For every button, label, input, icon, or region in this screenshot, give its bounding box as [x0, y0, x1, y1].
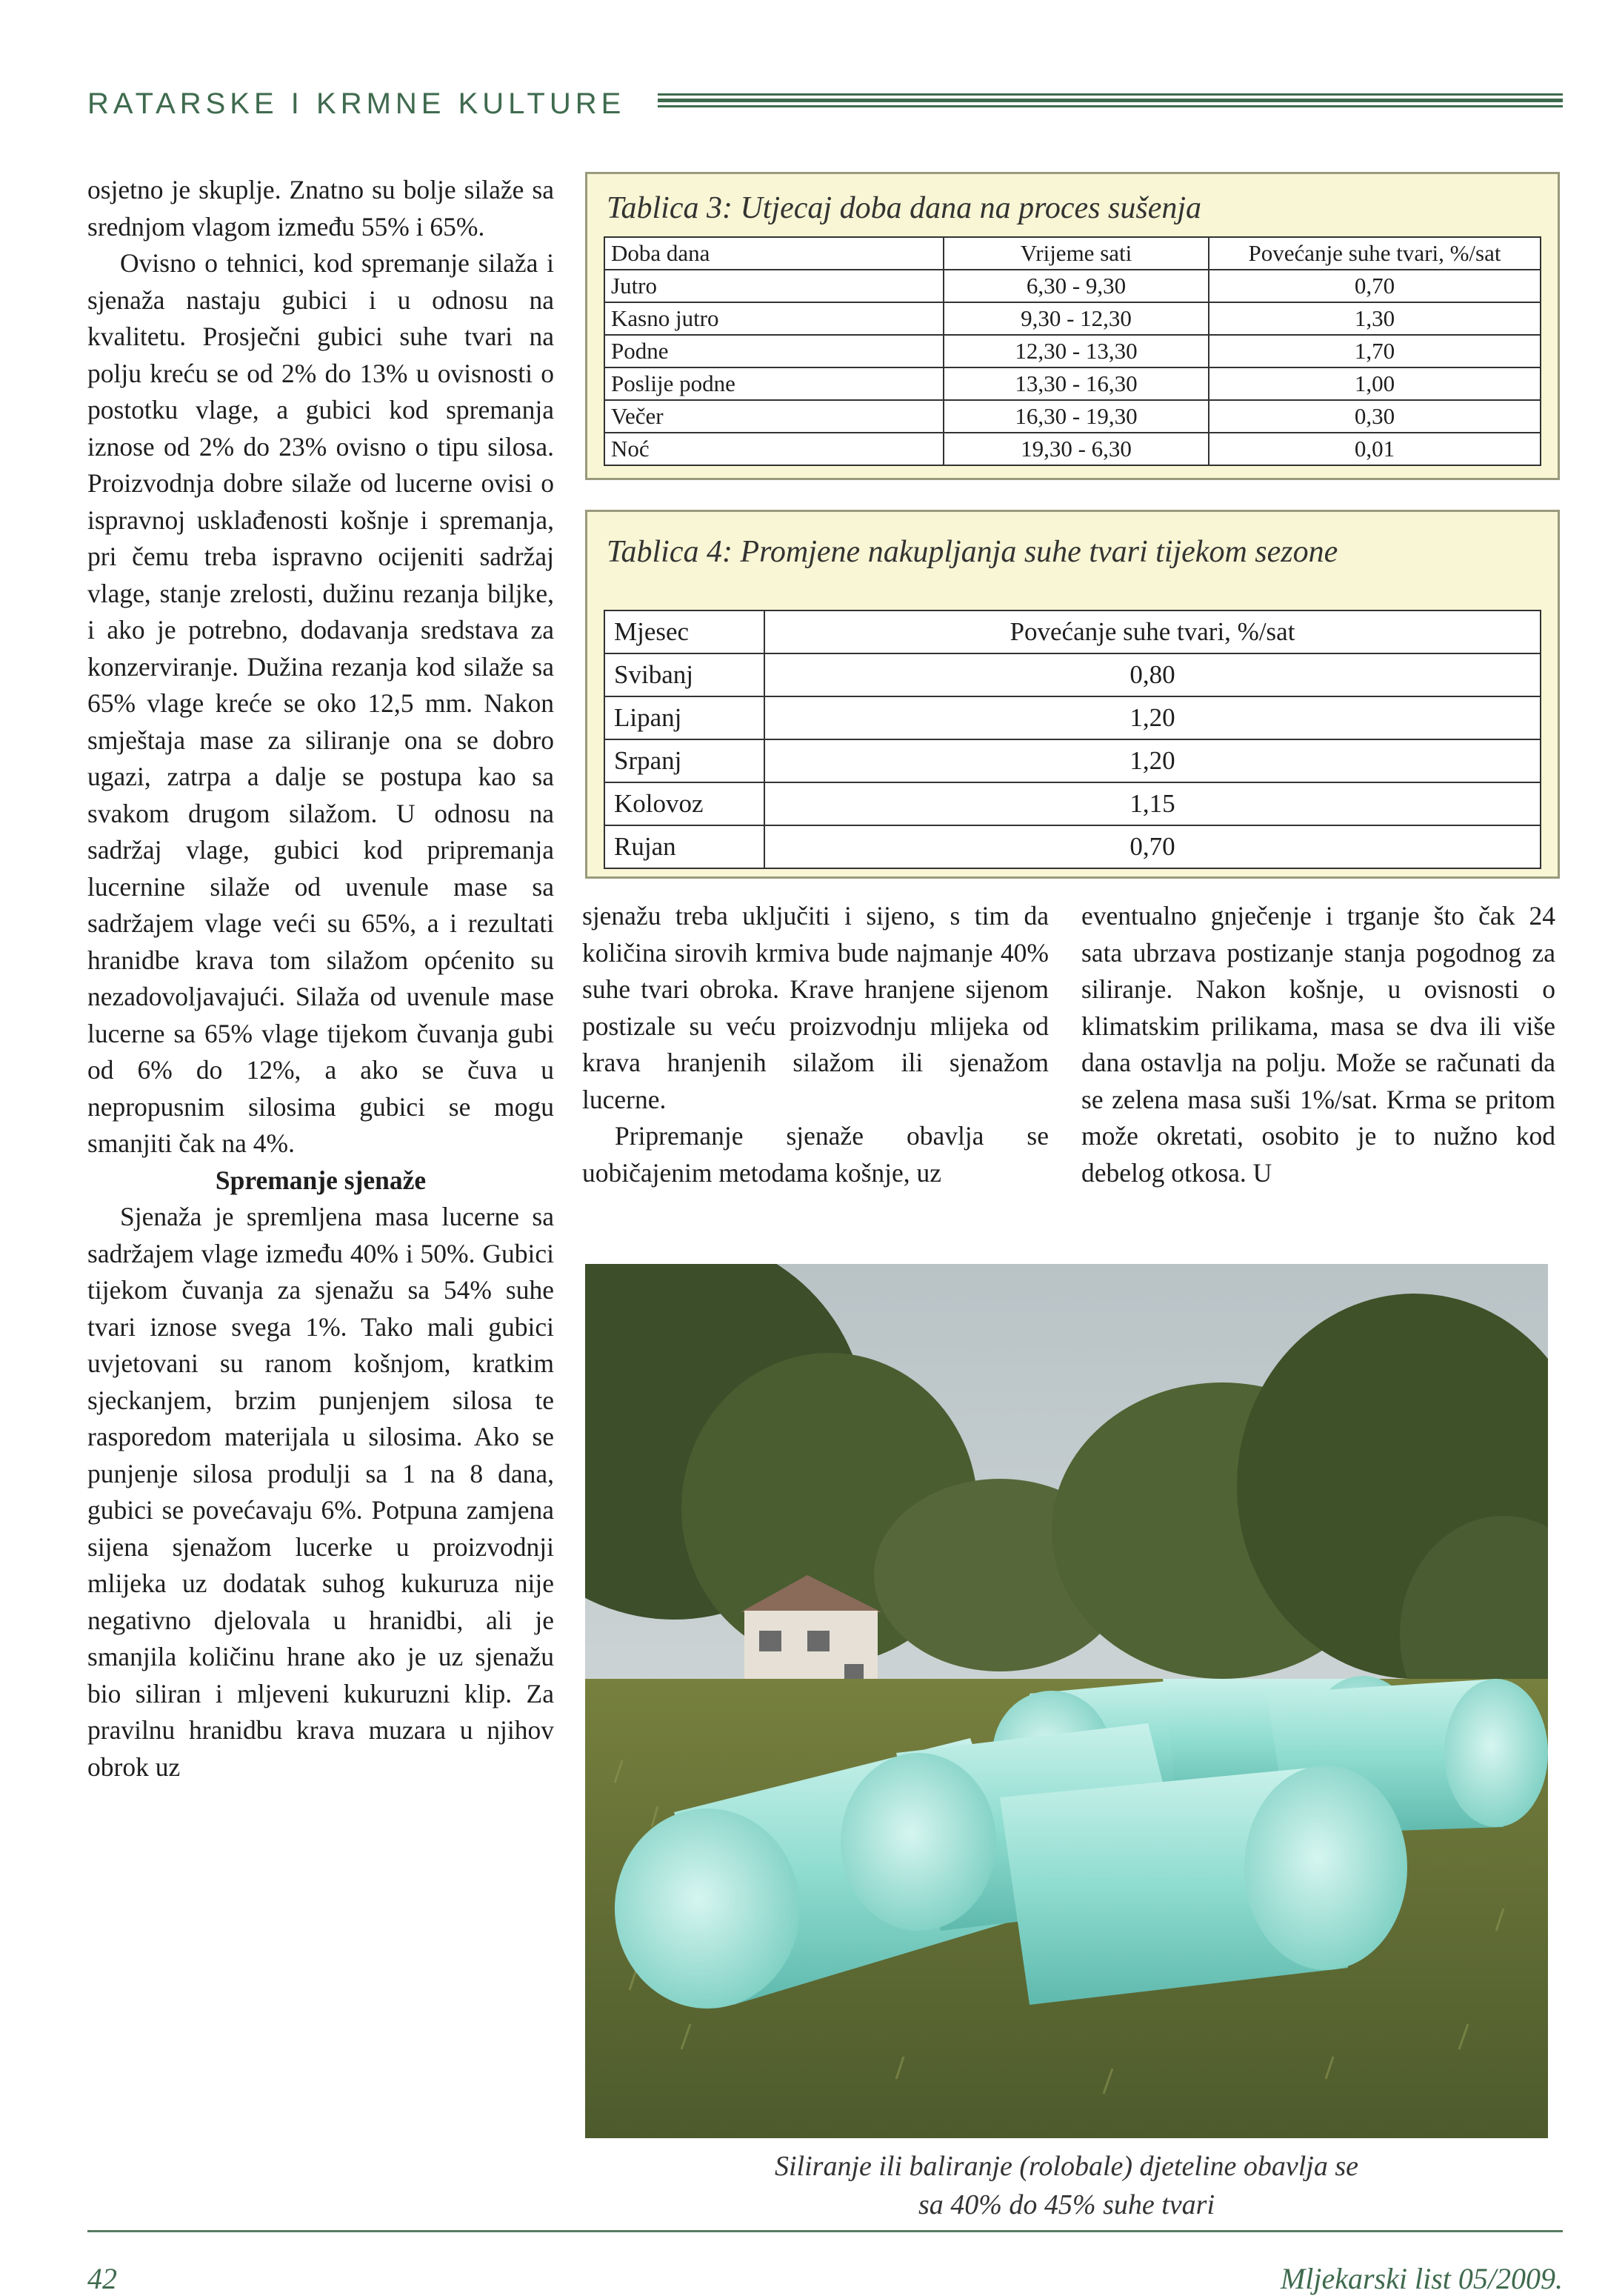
text-column-left	[87, 172, 554, 1786]
table-row	[604, 302, 1541, 335]
cell: 6,30 - 9,30	[944, 270, 1209, 302]
cell: Noć	[604, 433, 944, 465]
paragraph: eventualno gnječenje i trganje što čak 24 sata ubrzava postizanje stanja pogodnog za siliranje. Nakon košnje, u ovisnosti o klimatskim prilikama, masa se dva ili više dana ostavlja na polju. Može se računati da se zelena masa suši 1%/sat. Krma se pritom može okretati, osobito je to nužno kod debelog otkosa. U	[1081, 901, 1555, 1188]
page-number: 42	[87, 2262, 117, 2295]
column-header: Povećanje suhe tvari, %/sat	[764, 610, 1541, 653]
cell: 13,30 - 16,30	[944, 367, 1209, 400]
table-caption: Tablica 4: Promjene nakupljanja suhe tvari tijekom sezone	[607, 535, 1338, 569]
bales-illustration	[585, 1264, 1548, 2138]
cell: Svibanj	[604, 653, 764, 696]
table-row	[604, 367, 1541, 400]
text-column-middle	[582, 898, 1049, 1191]
cell: Lipanj	[604, 696, 764, 739]
cell: 1,00	[1209, 367, 1541, 400]
header-rules	[658, 93, 1563, 110]
cell: Jutro	[604, 270, 944, 302]
cell: 1,70	[1209, 335, 1541, 367]
column-header: Povećanje suhe tvari, %/sat	[1209, 237, 1541, 270]
paragraph: osjetno je skuplje. Znatno su bolje silaže sa srednjom vlagom između 55% i 65%.	[87, 175, 554, 242]
table-header-row	[604, 237, 1541, 270]
table-row	[604, 400, 1541, 433]
cell: Kolovoz	[604, 782, 764, 825]
text-column-right	[1081, 898, 1555, 1191]
paragraph: Sjenaža je spremljena masa lucerne sa sadržajem vlage između 40% i 50%. Gubici tijekom čuvanja za sjenažu sa 54% suhe tvari iznose svega 1%. Tako mali gubici uvjetovani su ranom košnjom, kratkim sjeckanjem, brzim punjenjem silosa te rasporedom materijala u silosima. Ako se punjenje silosa produlji sa 1 na 8 dana, gubici se povećavaju 6%. Potpuna zamjena sijena sjenažom lucerke u proizvodnji mlijeka uz dodatak suhog kukuruza nije negativno djelovala u hranidbi, ali je smanjila količinu hrane ako je uz sjenažu bio siliran i mljeveni kukuruzni klip. Za pravilnu hranidbu krava muzara u njihov obrok uz	[87, 1202, 554, 1782]
cell: 0,80	[764, 653, 1541, 696]
table-3-box	[585, 172, 1560, 480]
cell: Večer	[604, 400, 944, 433]
table-row	[604, 433, 1541, 465]
cell: 12,30 - 13,30	[944, 335, 1209, 367]
cell: 1,20	[764, 739, 1541, 782]
table-row	[604, 696, 1541, 739]
season-table	[604, 610, 1541, 869]
table-row	[604, 782, 1541, 825]
journal-issue: Mljekarski list 05/2009.	[1280, 2262, 1563, 2295]
cell: 1,20	[764, 696, 1541, 739]
subheading: Spremanje sjenaže	[215, 1165, 427, 1195]
photo-caption	[585, 2147, 1548, 2224]
cell: 16,30 - 19,30	[944, 400, 1209, 433]
column-header: Mjesec	[604, 610, 764, 653]
cell: Kasno jutro	[604, 302, 944, 335]
cell: 9,30 - 12,30	[944, 302, 1209, 335]
section-title: RATARSKE I KRMNE KULTURE	[87, 87, 626, 120]
cell: 0,01	[1209, 433, 1541, 465]
drying-table	[604, 236, 1541, 466]
table-row	[604, 825, 1541, 868]
running-header	[87, 87, 1563, 132]
table-row	[604, 335, 1541, 367]
paragraph: Pripremanje sjenaže obavlja se uobičajenim metodama košnje, uz	[582, 1121, 1049, 1188]
column-header: Vrijeme sati	[944, 237, 1209, 270]
cell: 19,30 - 6,30	[944, 433, 1209, 465]
cell: 1,30	[1209, 302, 1541, 335]
table-4-box	[585, 510, 1560, 879]
cell: 0,70	[1209, 270, 1541, 302]
footer-rule	[87, 2230, 1563, 2232]
cell: Poslije podne	[604, 367, 944, 400]
cell: 1,15	[764, 782, 1541, 825]
caption-line: sa 40% do 45% suhe tvari	[918, 2189, 1215, 2220]
table-row	[604, 739, 1541, 782]
paragraph: Ovisno o tehnici, kod spremanje silaža i sjenaža nastaju gubici i u odnosu na kvalitetu. Prosječni gubici suhe tvari na polju kreću se od 2% do 13% u ovisnosti o postotku vlage, a gubici kod spremanja iznose od 2% do 23% ovisno o tipu silosa. Proizvodnja dobre silaže od lucerne ovisi o ispravnoj usklađenosti košnje i spremanja, pri čemu treba ispravno ocijeniti sadržaj vlage, stanje zrelosti, dužinu rezanja biljke, i ako je potrebno, dodavanja sredstava za konzerviranje. Dužina rezanja kod silaže sa 65% vlage kreće se oko 12,5 mm. Nakon smještaja mase za siliranje ona se dobro ugazi, zatrpa a dalje se postupa kao sa svakom drugom silažom. U odnosu na sadržaj vlage, gubici kod pripremanja lucernine silaže od uvenule mase sa sadržajem vlage veći su 65%, a i rezultati hranidbe krava tom silažom općenito su nezadovoljavajući. Silaža od uvenule mase lucerne sa 65% vlage tijekom čuvanja gubi od 6% do 12%, a ako se čuva u nepropusnim silosima gubici se mogu smanjiti čak na 4%.	[87, 248, 554, 1158]
table-caption: Tablica 3: Utjecaj doba dana na proces sušenja	[607, 191, 1202, 225]
paragraph: sjenažu treba uključiti i sijeno, s tim da količina sirovih krmiva bude najmanje 40% suhe tvari obroka. Krave hranjene sijenom postizale su veću proizvodnju mlijeka od krava hranjenih silažom ili sjenažom lucerne.	[582, 901, 1049, 1114]
column-header: Doba dana	[604, 237, 944, 270]
cell: 0,30	[1209, 400, 1541, 433]
caption-line: Siliranje ili baliranje (rolobale) djeteline obavlja se	[774, 2151, 1359, 2182]
table-row	[604, 270, 1541, 302]
bales-photo	[585, 1264, 1548, 2138]
cell: Rujan	[604, 825, 764, 868]
cell: Srpanj	[604, 739, 764, 782]
table-header-row	[604, 610, 1541, 653]
cell: 0,70	[764, 825, 1541, 868]
table-row	[604, 653, 1541, 696]
cell: Podne	[604, 335, 944, 367]
